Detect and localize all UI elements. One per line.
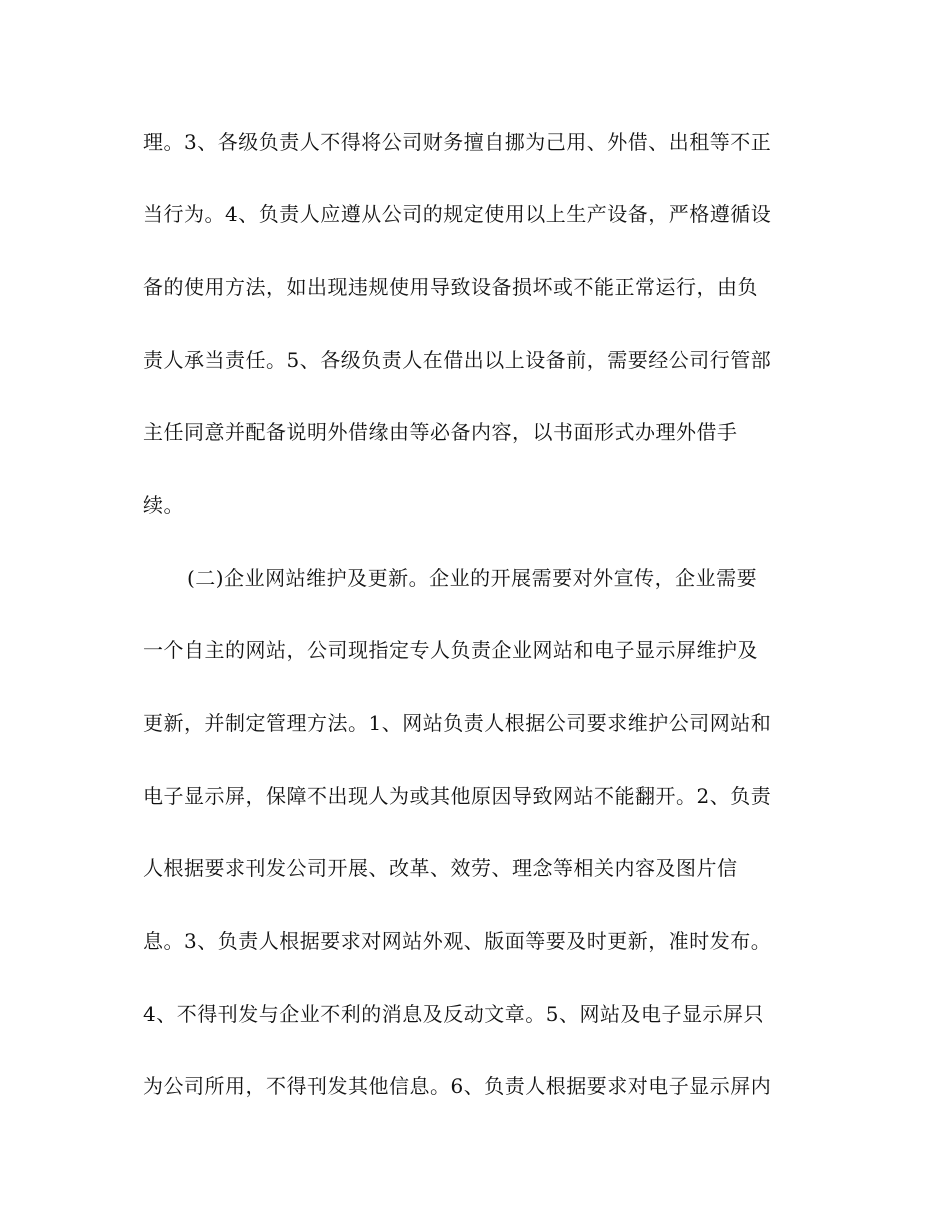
text-line: 备的使用方法，如出现违规使用导致设备损坏或不能正常运行，由负 — [143, 275, 758, 299]
text-line: 息。3、负责人根据要求对网站外观、版面等要及时更新，准时发布。 — [143, 929, 772, 953]
text-line: 责人承当责任。5、各级负责人在借出以上设备前，需要经公司行管部 — [143, 348, 772, 372]
text-line: 理。3、各级负责人不得将公司财务擅自挪为己用、外借、出租等不正 — [143, 130, 772, 154]
text-line: 一个自主的网站，公司现指定专人负责企业网站和电子显示屏维护及 — [143, 638, 758, 662]
text-line: 4、不得刊发与企业不利的消息及反动文章。5、网站及电子显示屏只 — [143, 1002, 764, 1026]
text-line: 为公司所用，不得刊发其他信息。6、负责人根据要求对电子显示屏内 — [143, 1074, 772, 1098]
paragraph-heading-line: (二)企业网站维护及更新。企业的开展需要对外宣传，企业需要 — [187, 566, 758, 590]
text-line: 续。 — [143, 493, 184, 517]
text-line: 电子显示屏，保障不出现人为或其他原因导致网站不能翻开。2、负责 — [143, 784, 772, 808]
text-line: 主任同意并配备说明外借缘由等必备内容，以书面形式办理外借手 — [143, 420, 738, 444]
text-line: 人根据要求刊发公司开展、改革、效劳、理念等相关内容及图片信 — [143, 856, 738, 880]
text-line: 当行为。4、负责人应遵从公司的规定使用以上生产设备，严格遵循设 — [143, 202, 772, 226]
text-line: 更新，并制定管理方法。1、网站负责人根据公司要求维护公司网站和 — [143, 711, 772, 735]
